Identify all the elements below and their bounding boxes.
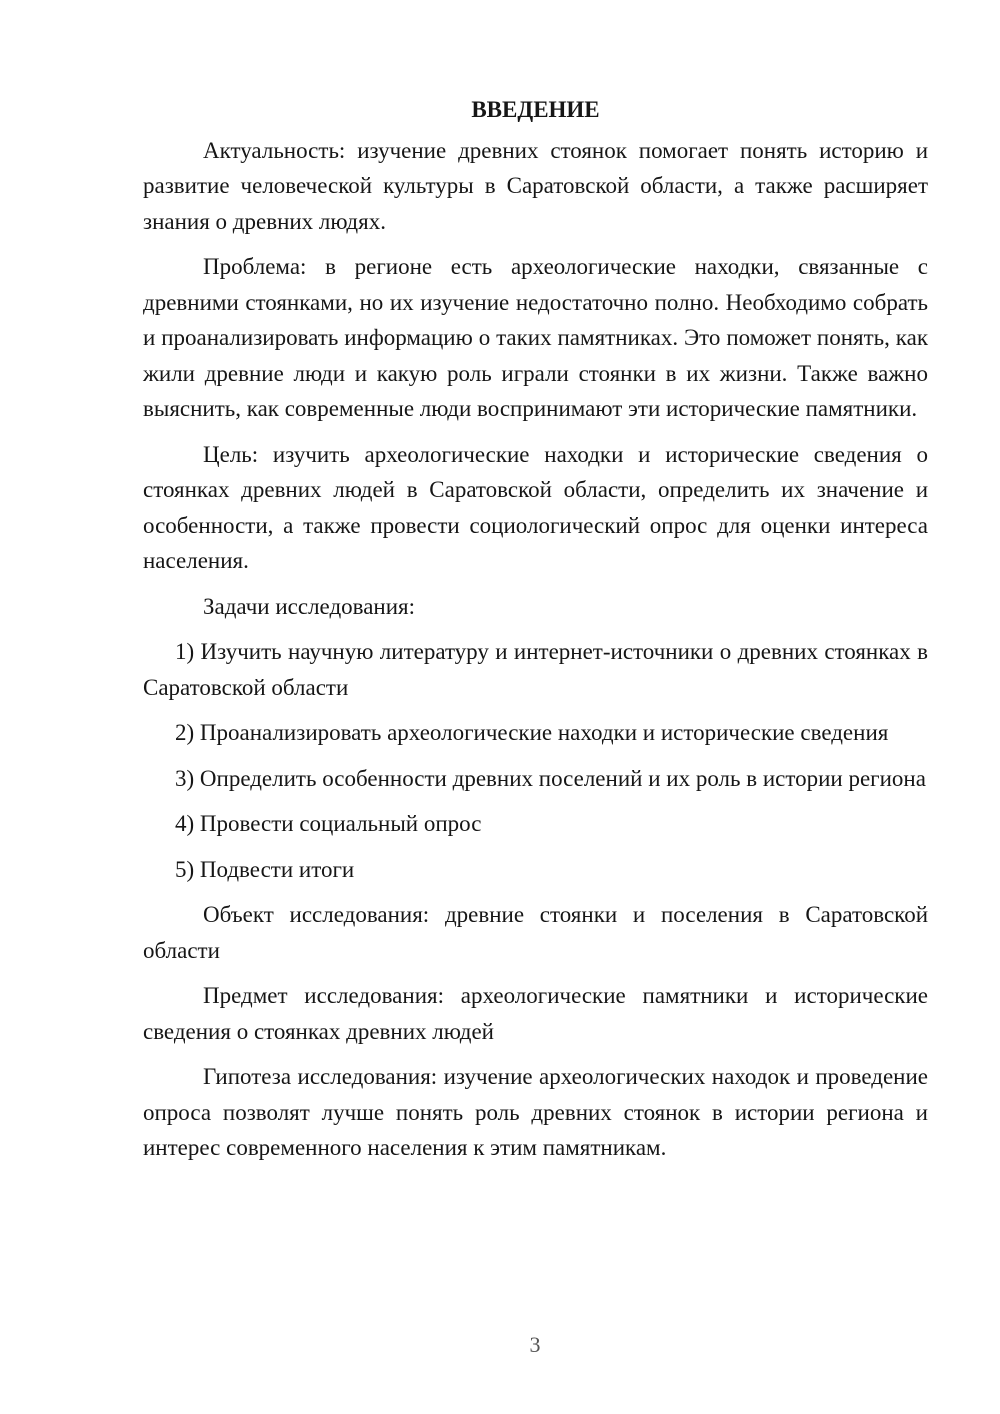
tasks-list [143, 634, 928, 887]
tasks-heading: Задачи исследования: [203, 593, 416, 619]
document-title: ВВЕДЕНИЕ [471, 97, 600, 122]
object-paragraph: Объект исследования: древние стоянки и поселения в Саратовской области [143, 902, 928, 963]
task-item: 2) Проанализировать археологические находки и исторические сведения [175, 720, 889, 745]
hypothesis-paragraph: Гипотеза исследования: изучение археологических находок и проведение опроса позволят лучше понять роль древних стоянок в истории региона и интерес современного населения к этим памятникам. [143, 1064, 928, 1160]
problem-paragraph: Проблема: в регионе есть археологические находки, связанные с древними стоянками, но их изучение недостаточно полно. Необходимо собрать и проанализировать информацию о таких памятниках. Это поможет понять, как жили древние люди и какую роль играли стоянки в их жизни. Также важно выяснить, как современные люди воспринимают эти исторические памятники. [143, 254, 928, 421]
relevance-paragraph: Актуальность: изучение древних стоянок помогает понять историю и развитие человеческой культуры в Саратовской области, а также расширяет знания о древних людях. [143, 137, 928, 234]
task-item: 4) Провести социальный опрос [175, 811, 482, 836]
task-item: 5) Подвести итоги [175, 856, 355, 882]
document-page [143, 92, 928, 1176]
subject-paragraph: Предмет исследования: археологические памятники и исторические сведения о стоянках древних людей [143, 983, 928, 1044]
goal-paragraph: Цель: изучить археологические находки и исторические сведения о стоянках древних людей в Саратовской области, определить их значение и особенности, а также провести социологический опрос для оценки интереса населения. [143, 441, 928, 573]
task-item: 3) Определить особенности древних поселений и их роль в истории региона [175, 765, 926, 791]
page-number: 3 [529, 1332, 541, 1357]
task-item: 1) Изучить научную литературу и интернет-источники о древних стоянках в Саратовской области [143, 639, 928, 700]
